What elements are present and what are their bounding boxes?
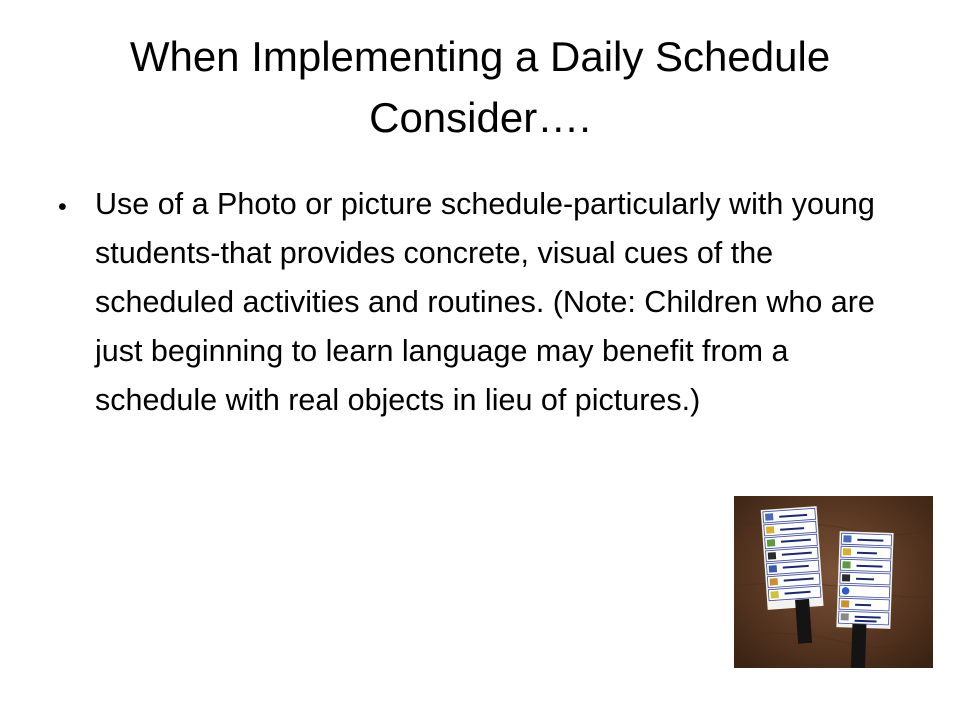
bullet-text: Use of a Photo or picture schedule-particularly with young students-that provides concrete, visual cues of the scheduled activities and routines. (Note: Children who are just beginning to learn language may benefit from a schedule with real objects in lieu of pictures.) <box>95 187 875 417</box>
schedule-photo-illustration <box>734 496 933 668</box>
bullet-item <box>58 180 918 425</box>
bullet-marker: • <box>58 193 67 221</box>
slide-title: When Implementing a Daily Schedule Consider…. <box>129 33 831 141</box>
schedule-photo <box>734 496 933 668</box>
bullet-list <box>58 180 918 425</box>
